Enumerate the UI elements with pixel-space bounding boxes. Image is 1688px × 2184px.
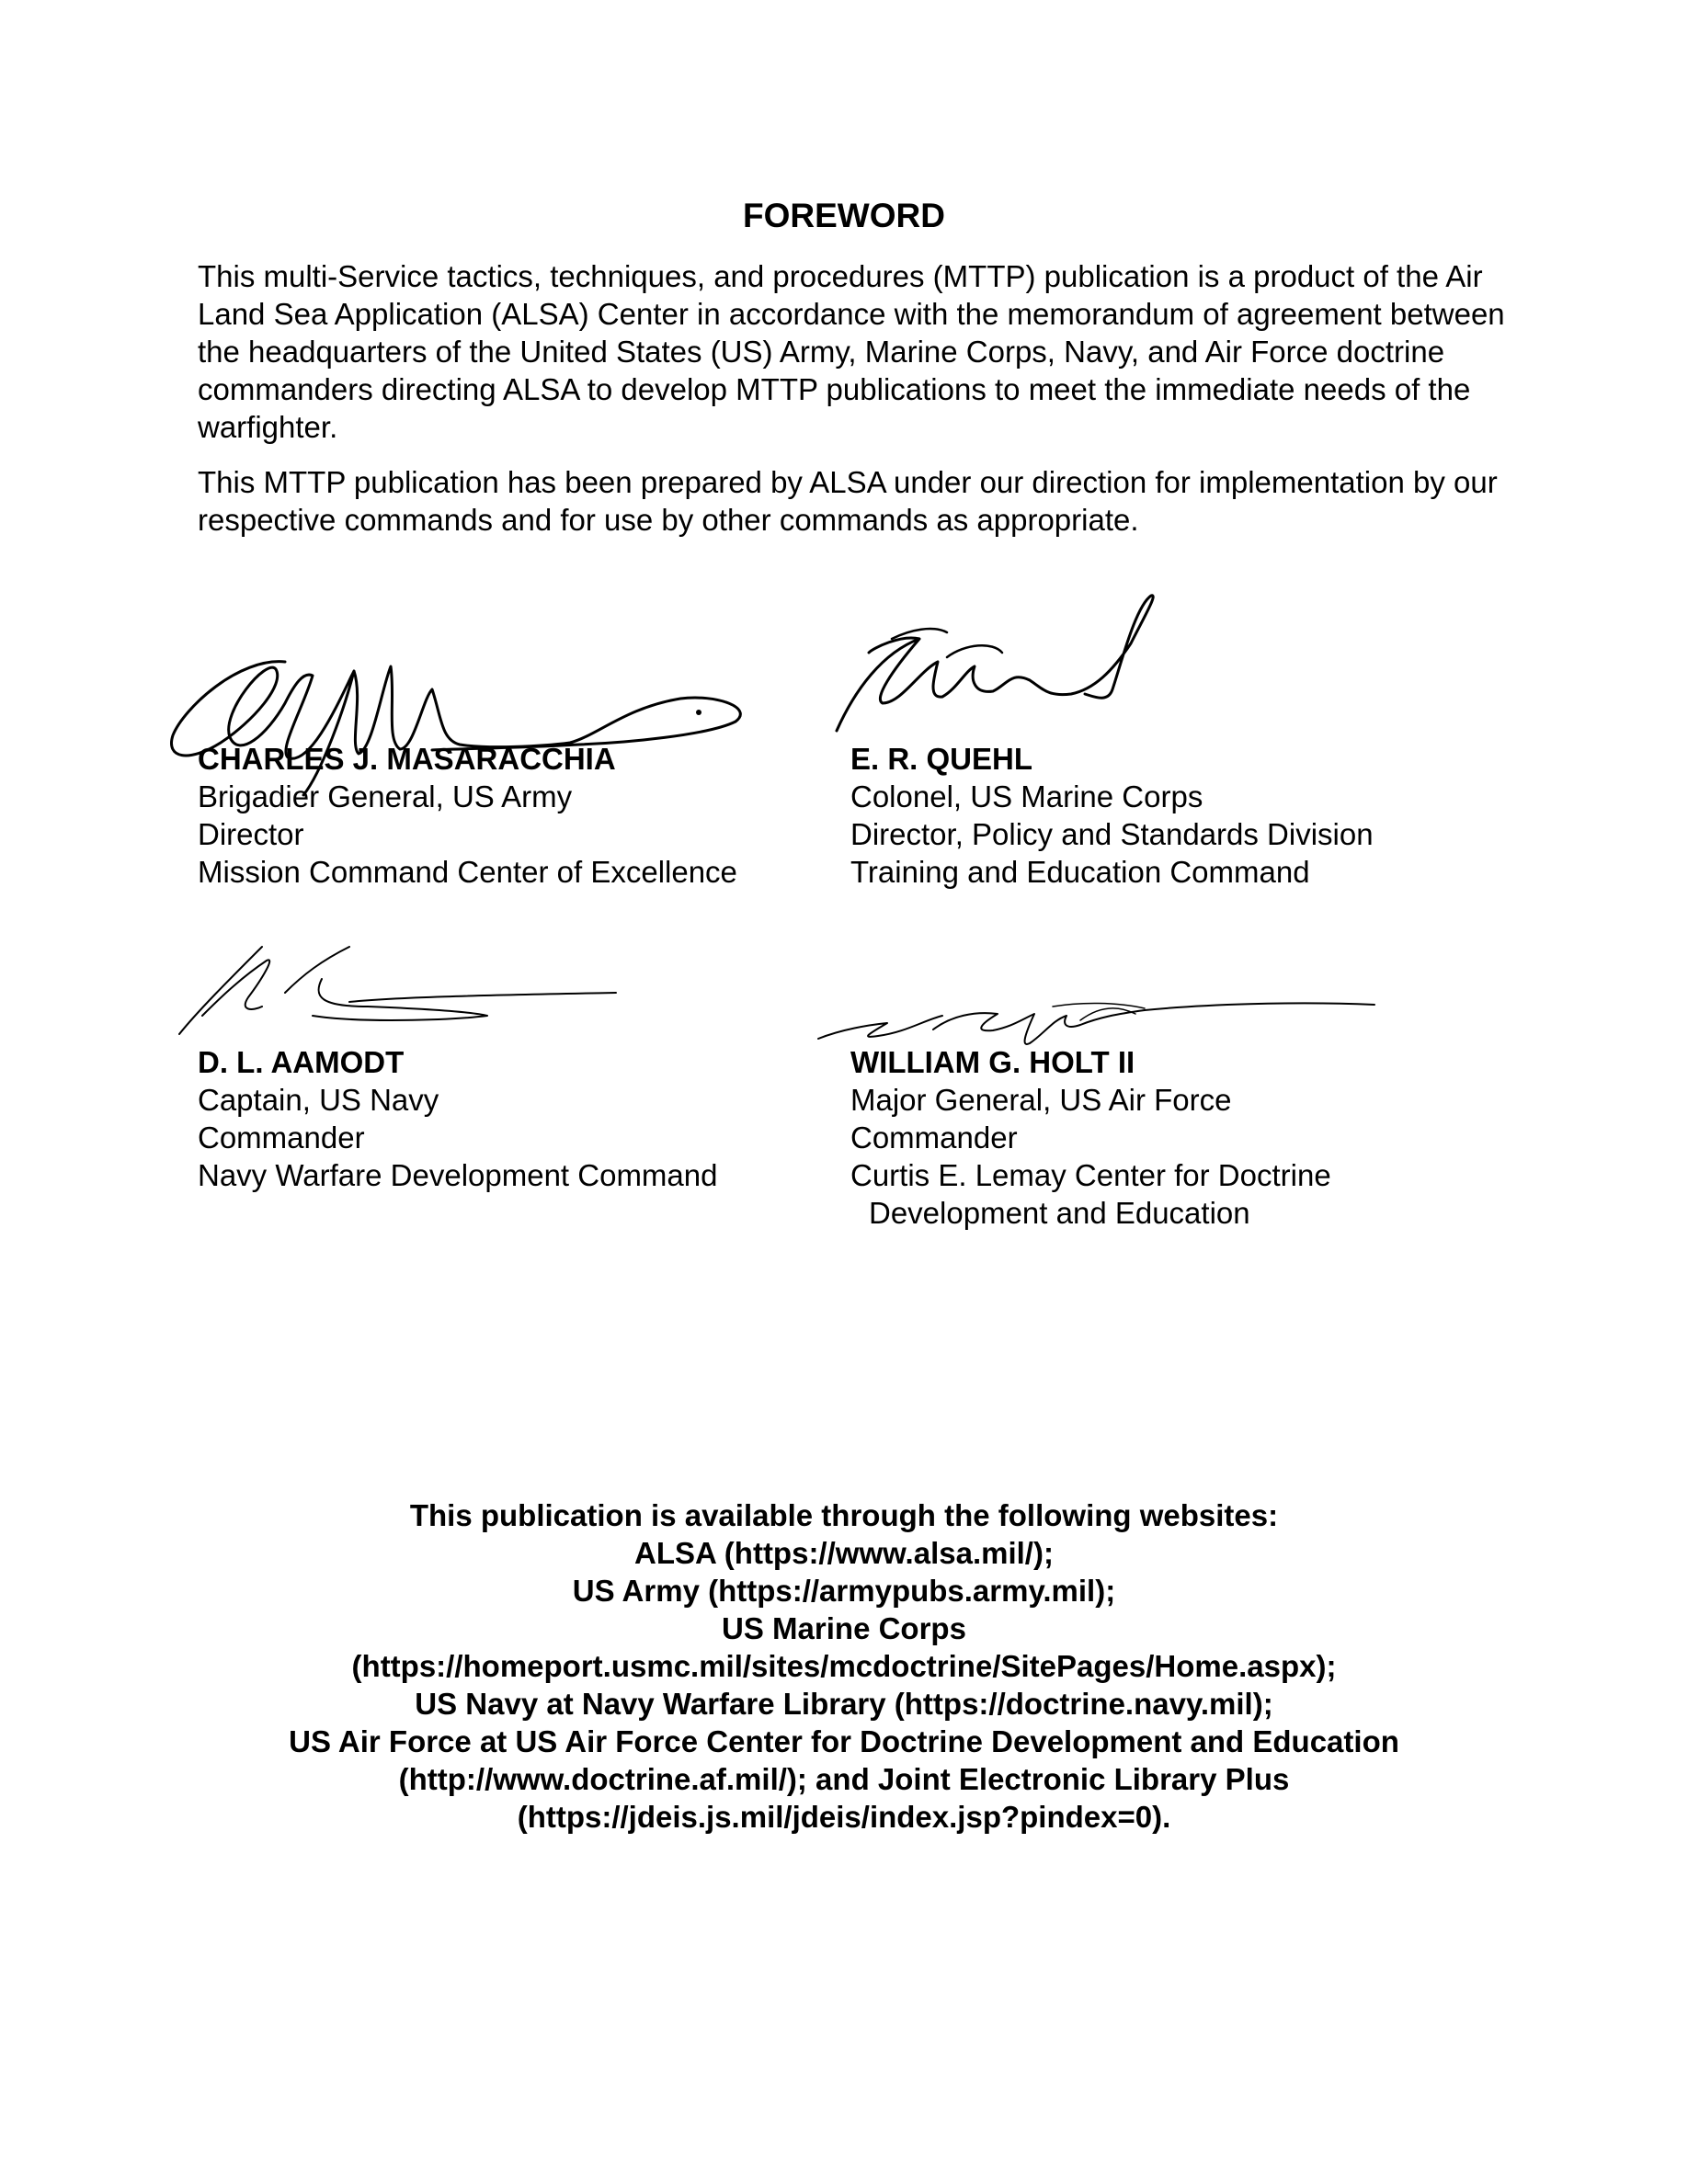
availability-line: US Marine Corps bbox=[722, 1611, 966, 1645]
signer-organization: Curtis E. Lemay Center for Doctrine bbox=[850, 1158, 1331, 1192]
signature-block-aamodt bbox=[198, 1043, 717, 1194]
signer-name: WILLIAM G. HOLT II bbox=[850, 1045, 1135, 1079]
availability-line: US Navy at Navy Warfare Library (https://doctrine.navy.mil); bbox=[415, 1687, 1273, 1721]
availability-line: ALSA (https://www.alsa.mil/); bbox=[634, 1536, 1054, 1570]
signer-rank: Colonel, US Marine Corps bbox=[850, 779, 1203, 813]
signer-name: CHARLES J. MASARACCHIA bbox=[198, 742, 616, 776]
signer-organization: Mission Command Center of Excellence bbox=[198, 855, 737, 889]
signer-title: Commander bbox=[198, 1120, 365, 1155]
signature-block-quehl bbox=[850, 740, 1374, 891]
signer-rank: Captain, US Navy bbox=[198, 1083, 439, 1117]
signer-title: Director, Policy and Standards Division bbox=[850, 817, 1374, 851]
availability-line: (https://homeport.usmc.mil/sites/mcdoctrine/SitePages/Home.aspx); bbox=[351, 1649, 1337, 1683]
signature-block-masaracchia bbox=[198, 740, 737, 891]
signer-name: E. R. QUEHL bbox=[850, 742, 1033, 776]
availability-line: US Air Force at US Air Force Center for Doctrine Development and Education bbox=[289, 1724, 1399, 1758]
signer-rank: Brigadier General, US Army bbox=[198, 779, 573, 813]
signature-aamodt bbox=[175, 924, 634, 1043]
signer-organization: Training and Education Command bbox=[850, 855, 1310, 889]
signature-quehl bbox=[818, 588, 1186, 745]
signer-name: D. L. AAMODT bbox=[198, 1045, 405, 1079]
signature-block-holt bbox=[850, 1043, 1331, 1232]
availability-notice bbox=[0, 1496, 1688, 1836]
foreword-paragraph-2: This MTTP publication has been prepared by ALSA under our direction for implementation by our respective commands and for use by other commands as appropriate. bbox=[198, 465, 1498, 537]
signer-title: Director bbox=[198, 817, 304, 851]
signer-rank: Major General, US Air Force bbox=[850, 1083, 1232, 1117]
foreword-paragraph-1: This multi-Service tactics, techniques, and procedures (MTTP) publication is a product of the Air Land Sea Application (ALSA) Center in accordance with the memorandum of agreement between the headquarters of the United States (US) Army, Marine Corps, Navy, and Air Force doctrine commanders directing ALSA to develop MTTP publications to meet the immediate needs of the warfighter. bbox=[198, 259, 1505, 444]
availability-line: (https://jdeis.js.mil/jdeis/index.jsp?pindex=0). bbox=[517, 1800, 1171, 1834]
signer-organization-continued: Development and Education bbox=[869, 1196, 1250, 1230]
signer-title: Commander bbox=[850, 1120, 1018, 1155]
signer-organization: Navy Warfare Development Command bbox=[198, 1158, 718, 1192]
availability-line: (http://www.doctrine.af.mil/); and Joint Electronic Library Plus bbox=[398, 1762, 1290, 1796]
availability-heading: This publication is available through the following websites: bbox=[409, 1498, 1279, 1532]
availability-line: US Army (https://armypubs.army.mil); bbox=[572, 1574, 1116, 1608]
page-title: FOREWORD bbox=[743, 197, 945, 234]
